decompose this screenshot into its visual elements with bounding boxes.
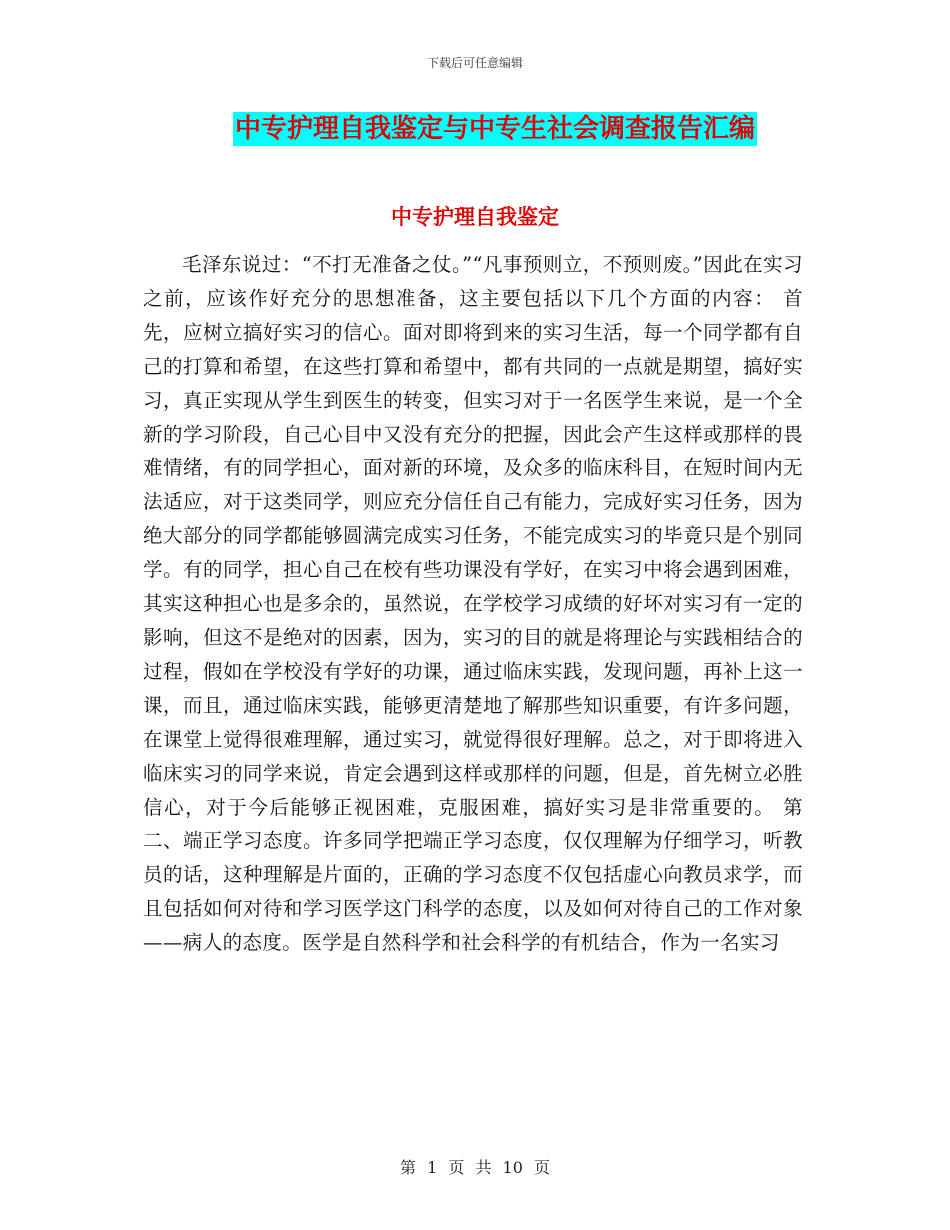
main-title: 中专护理自我鉴定与中专生社会调查报告汇编 [235,114,756,144]
section-title: 中专护理自我鉴定 [391,204,559,229]
header-note: 下载后可任意编辑 [426,56,523,70]
body-paragraph: 毛泽东说过：“不打无准备之仗。”“凡事预则立，不预则废。”因此在实习之前，应该作好充分的思想准备，这主要包括以下几个方面的内容： 首先，应树立搞好实习的信心。面对即将到来的实习生活，每一个同学都有自己的打算和希望，在这些打算和希望中，都有共同的一点就是期望，搞好实习，真正实现从学生到医生的转变，但实习对于一名医学生来说，是一个全新的学习阶段，自己心目中又没有充分的把握，因此会产生这样或那样的畏难情绪，有的同学担心，面对新的环境，及众多的临床科目，在短时间内无法适应，对于这类同学，则应充分信任自己有能力，完成好实习任务，因为绝大部分的同学都能够圆满完成实习任务，不能完成实习的毕竟只是个别同学。有的同学，担心自己在校有些功课没有学好，在实习中将会遇到困难，其实这种担心也是多余的，虽然说，在学校学习成绩的好坏对实习有一定的影响，但这不是绝对的因素，因为，实习的目的就是将理论与实践相结合的过程，假如在学校没有学好的功课，通过临床实践，发现问题，再补上这一课，而且，通过临床实践，能够更清楚地了解那些知识重要，有许多问题，在课堂上觉得很难理解，通过实习，就觉得很好理解。总之，对于即将进入临床实习的同学来说，肯定会遇到这样或那样的问题，但是，首先树立必胜信心，对于今后能够正视困难，克服困难，搞好实习是非常重要的。 第二、端正学习态度。许多同学把端正学习态度，仅仅理解为仔细学习，听教员的话，这种理解是片面的，正确的学习态度不仅包括虚心向教员求学，而且包括如何对待和学习医学这门科学的态度，以及如何对待自己的工作对象——病人的态度。医学是自然科学和社会科学的有机结合，作为一名实习 [143,253,803,955]
page-footer: 第 1 页 共 10 页 [400,1158,550,1177]
